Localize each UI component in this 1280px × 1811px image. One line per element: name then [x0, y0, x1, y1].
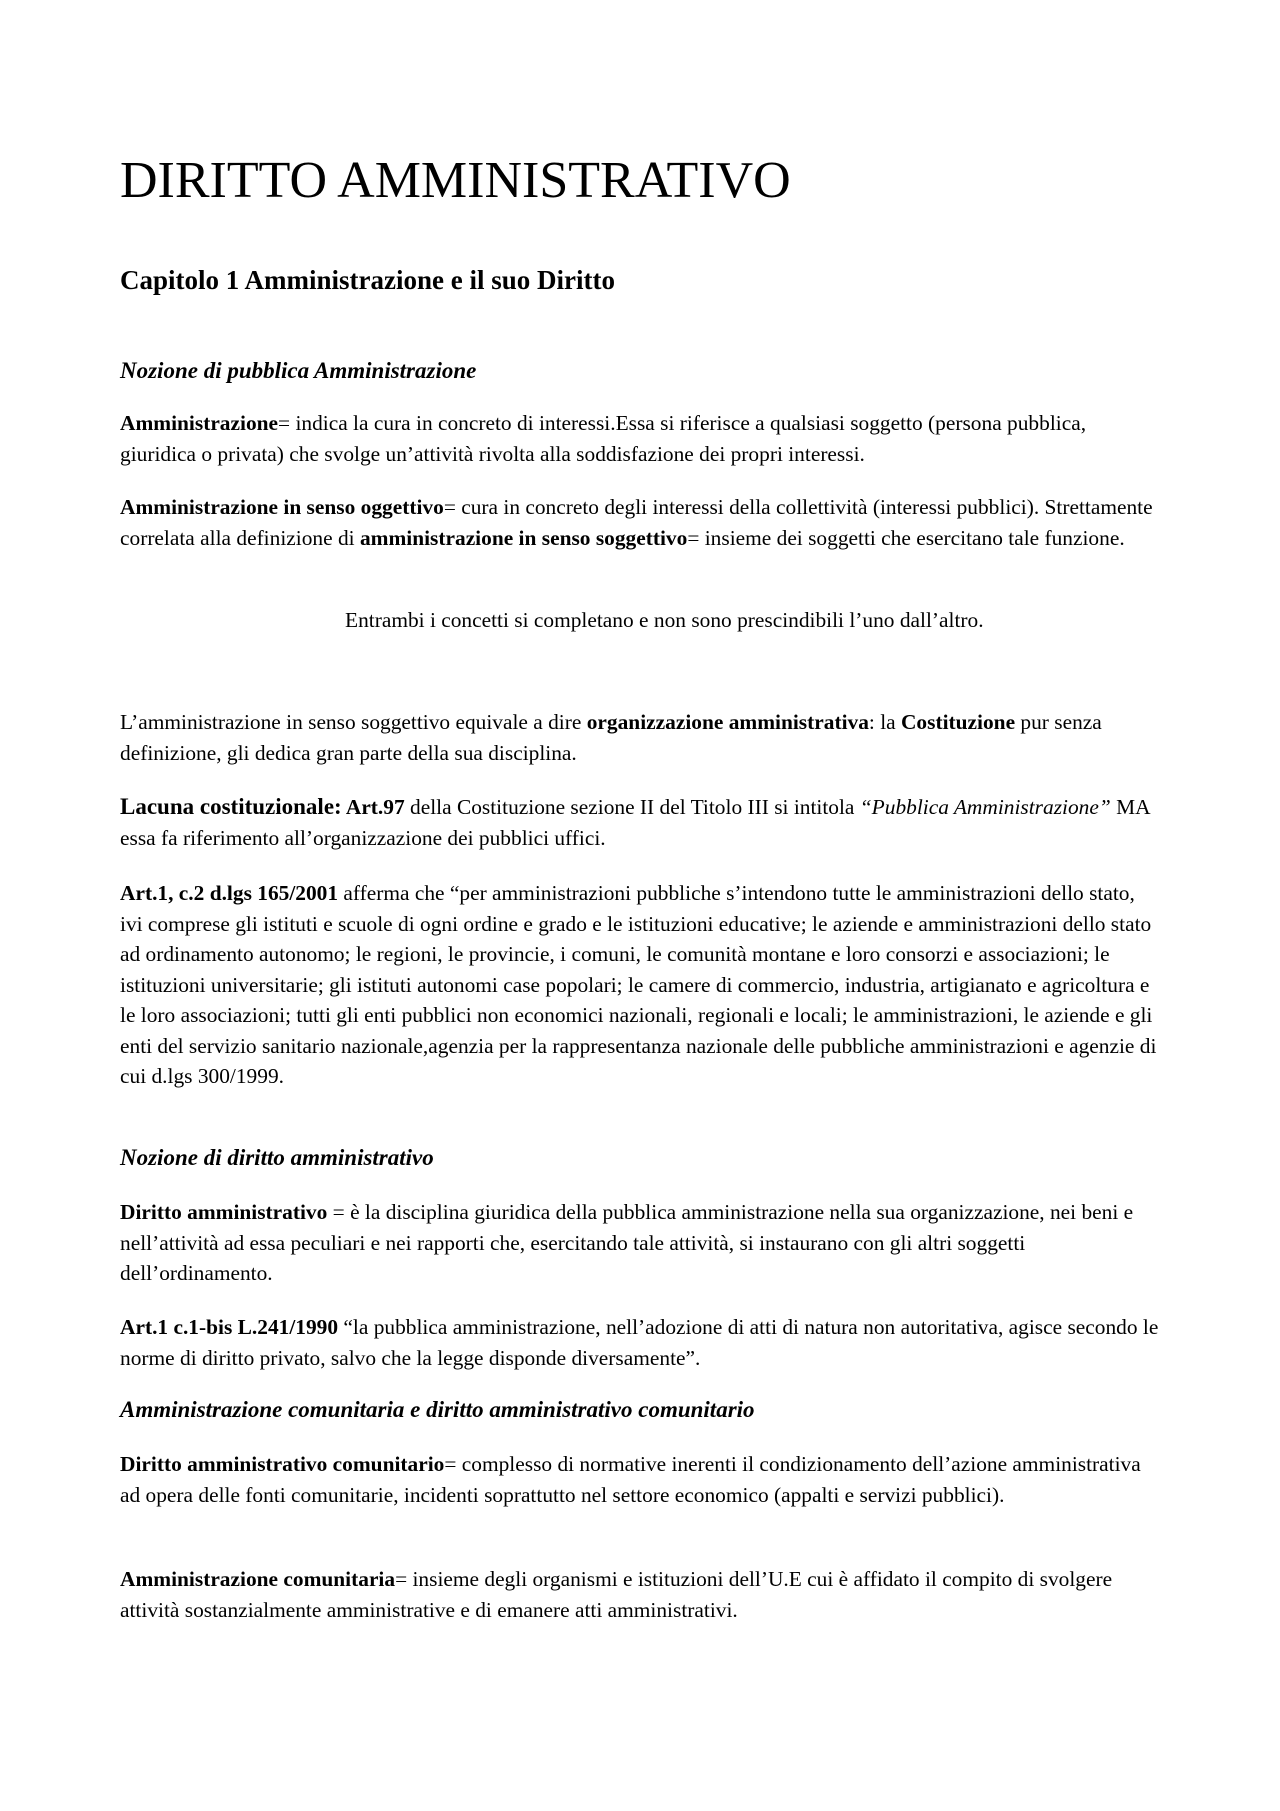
paragraph-text: = complesso di normative inerenti il condizionamento dell’azione amministrativa ad opera delle fonti comunitarie, incidenti soprattutto nel settore economico (appalti e servizi pubblici).	[120, 1452, 1141, 1507]
paragraph-senso-oggettivo	[120, 492, 1160, 553]
section-heading-pubblica-amministrazione: Nozione di pubblica Amministrazione	[120, 358, 477, 383]
paragraph-diritto-amministrativo	[120, 1197, 1160, 1289]
paragraph-art1-l241	[120, 1312, 1160, 1373]
paragraph-senso-soggettivo	[120, 707, 1160, 768]
term: organizzazione amministrativa	[586, 710, 869, 734]
document-title: DIRITTO AMMINISTRATIVO	[120, 152, 791, 209]
paragraph-text: della Costituzione sezione II del Titolo III si intitola	[404, 795, 860, 819]
paragraph-text: pur senza definizione, gli dedica gran parte della sua disciplina.	[120, 710, 1102, 765]
centered-note: Entrambi i concetti si completano e non sono prescindibili l’uno dall’altro.	[345, 608, 984, 632]
paragraph-text: afferma che “per amministrazioni pubbliche s’intendono tutte le amministrazioni dello stato, ivi comprese gli istituti e scuole di ogni ordine e grado e le istituzioni educative; le aziende e amministrazioni dello stato ad ordinamento autonomo; le regioni, le provincie, i comuni, le comunità montane e loro consorzi e associazioni; le istituzioni universitarie; gli istituti autonomi case popolari; le camere di commercio, industria, artigianato e agricoltura e le loro associazioni; tutti gli enti pubblici non economici nazionali, regionali e locali; le amministrazioni, le aziende e gli enti del servizio sanitario nazionale,agenzia per la rappresentanza nazionale delle pubbliche amministrazioni e agenzie di cui d.lgs 300/1999.	[120, 881, 1157, 1088]
term: Amministrazione in senso oggettivo	[120, 495, 444, 519]
paragraph-text: = cura in concreto degli interessi della collettività (interessi pubblici). Strettamente correlata alla definizione di	[120, 495, 1153, 550]
paragraph-text: : la	[868, 710, 901, 734]
term: Costituzione	[900, 710, 1016, 734]
term: Diritto amministrativo	[120, 1200, 328, 1224]
paragraph-text: = è la disciplina giuridica della pubblica amministrazione nella sua organizzazione, nei beni e nell’attività ad essa peculiari e nei rapporti che, esercitando tale attività, si instaurano con gli altri soggetti dell’ordinamento.	[120, 1200, 1134, 1285]
article-ref: Art.1 c.1-bis L.241/1990	[120, 1315, 339, 1339]
chapter-heading: Capitolo 1 Amministrazione e il suo Diritto	[120, 265, 615, 295]
paragraph-amministrazione	[120, 408, 1160, 469]
paragraph-lacuna-costituzionale	[120, 792, 1160, 853]
term: Amministrazione	[120, 411, 279, 435]
paragraph-text: = insieme degli organismi e istituzioni dell’U.E cui è affidato il compito di svolgere attività sostanzialmente amministrative e di emanere atti amministrativi.	[120, 1567, 1113, 1622]
paragraph-amministrazione-comunitaria	[120, 1564, 1160, 1625]
article-ref: Art.1, c.2 d.lgs 165/2001	[120, 881, 339, 905]
term: Diritto amministrativo comunitario	[120, 1452, 445, 1476]
section-heading-diritto-amministrativo: Nozione di diritto amministrativo	[120, 1145, 434, 1170]
section-heading-comunitaria: Amministrazione comunitaria e diritto amministrativo comunitario	[120, 1397, 755, 1422]
paragraph-text: “la pubblica amministrazione, nell’adozione di atti di natura non autoritativa, agisce secondo le norme di diritto privato, salvo che la legge disponde diversamente”.	[120, 1315, 1159, 1370]
paragraph-text: L’amministrazione in senso soggettivo equivale a dire	[120, 710, 587, 734]
term: Amministrazione comunitaria	[120, 1567, 396, 1591]
paragraph-text: MA essa fa riferimento all’organizzazione dei pubblici uffici.	[120, 795, 1150, 850]
paragraph-text: = insieme dei soggetti che esercitano tale funzione.	[687, 525, 1125, 550]
paragraph-art1-dlgs	[120, 878, 1160, 1092]
article-ref: Art.97	[341, 795, 405, 819]
paragraph-text: = indica la cura in concreto di interessi.Essa si riferisce a qualsiasi soggetto (persona pubblica, giuridica o privata) che svolge un’attività rivolta alla soddisfazione dei propri interessi.	[120, 411, 1087, 466]
term: Lacuna costituzionale:	[120, 794, 342, 819]
quote: “Pubblica Amministrazione”	[859, 795, 1111, 819]
term: amministrazione in senso soggettivo	[359, 525, 688, 550]
paragraph-diritto-comunitario	[120, 1449, 1160, 1510]
